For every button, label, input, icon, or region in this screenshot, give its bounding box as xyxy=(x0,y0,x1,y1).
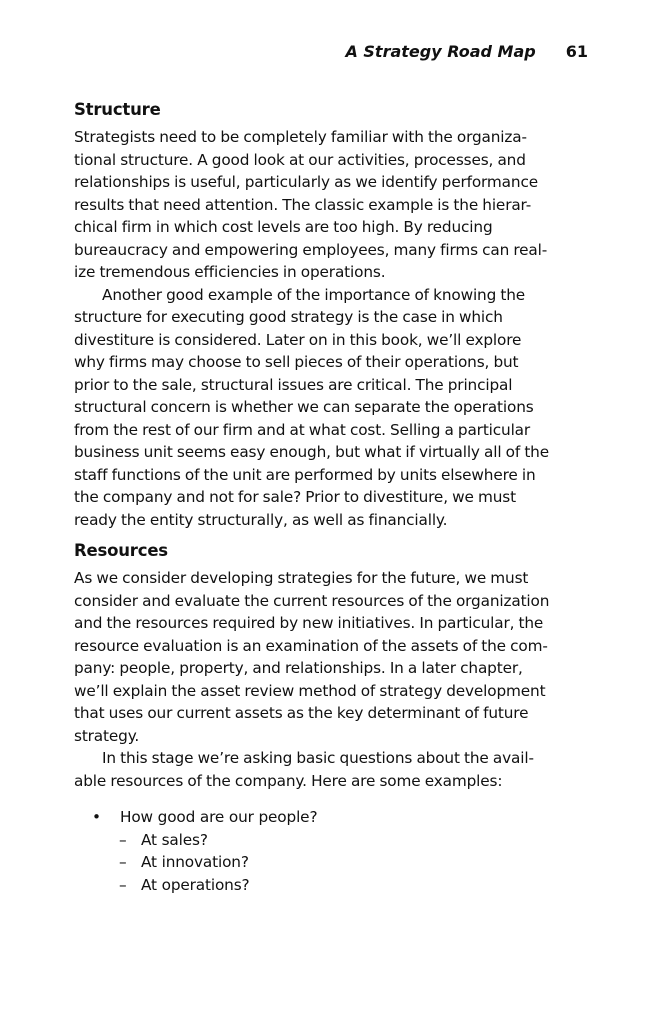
text-line: divestiture is considered. Later on in this book, we’ll explore xyxy=(74,330,522,349)
sub-list-item xyxy=(74,874,592,897)
section-heading-resources: Resources xyxy=(74,541,168,560)
structure-paragraph-1 xyxy=(74,126,592,284)
text-line: structural concern is whether we can separate the operations xyxy=(74,398,534,416)
text-line: and the resources required by new initiatives. In particular, the xyxy=(74,614,544,632)
text-line: ize tremendous efficiencies in operations. xyxy=(74,263,386,281)
text-line: prior to the sale, structural issues are critical. The principal xyxy=(74,375,513,394)
sub-list-item-text: At sales? xyxy=(141,830,208,849)
section-heading-structure: Structure xyxy=(74,100,161,119)
sub-list-item xyxy=(74,851,592,874)
text-line: resource evaluation is an examination of the assets of the com- xyxy=(74,636,548,655)
page-content xyxy=(74,98,592,896)
resources-paragraph-2 xyxy=(74,747,592,792)
sub-list-item xyxy=(74,829,592,852)
text-line: tional structure. A good look at our activities, processes, and xyxy=(74,150,526,169)
text-line: strategy. xyxy=(74,726,140,745)
resource-questions-list xyxy=(74,806,592,896)
text-line: results that need attention. The classic example is the hierar- xyxy=(74,195,532,214)
text-line: As we consider developing strategies for the future, we must xyxy=(74,569,529,587)
text-line: In this stage we’re asking basic questions about the avail- xyxy=(102,749,534,767)
running-head xyxy=(345,40,588,64)
text-line: able resources of the company. Here are some examples: xyxy=(74,771,503,790)
sub-list-item-text: At operations? xyxy=(141,875,250,894)
text-line: consider and evaluate the current resources of the organization xyxy=(74,591,550,610)
structure-paragraph-2 xyxy=(74,284,592,532)
text-line: pany: people, property, and relationships. In a later chapter, xyxy=(74,659,523,677)
running-title: A Strategy Road Map xyxy=(345,42,536,61)
dash-icon: – xyxy=(119,830,127,849)
list-item xyxy=(74,806,592,829)
text-line: we’ll explain the asset review method of strategy development xyxy=(74,681,546,700)
text-line: Strategists need to be completely familiar with the organiza- xyxy=(74,128,527,146)
text-line: the company and not for sale? Prior to divestiture, we must xyxy=(74,488,516,506)
text-line: ready the entity structurally, as well as financially. xyxy=(74,510,448,529)
sub-list-item-text: At innovation? xyxy=(141,853,249,871)
text-line: relationships is useful, particularly as we identify performance xyxy=(74,173,538,191)
dash-icon: – xyxy=(119,853,127,871)
text-line: why firms may choose to sell pieces of their operations, but xyxy=(74,353,519,371)
text-line: chical firm in which cost levels are too high. By reducing xyxy=(74,218,493,236)
dash-icon: – xyxy=(119,875,127,894)
bullet-icon: • xyxy=(92,808,101,826)
text-line: from the rest of our firm and at what cost. Selling a particular xyxy=(74,420,531,439)
text-line: business unit seems easy enough, but what if virtually all of the xyxy=(74,443,549,461)
text-line: Another good example of the importance of knowing the xyxy=(102,285,526,304)
text-line: structure for executing good strategy is the case in which xyxy=(74,308,503,326)
list-item-text: How good are our people? xyxy=(120,808,318,826)
text-line: bureaucracy and empowering employees, many firms can real- xyxy=(74,240,548,259)
page-number: 61 xyxy=(565,42,588,61)
resources-paragraph-1 xyxy=(74,567,592,747)
text-line: staff functions of the unit are performed by units elsewhere in xyxy=(74,465,536,484)
text-line: that uses our current assets as the key determinant of future xyxy=(74,704,529,722)
